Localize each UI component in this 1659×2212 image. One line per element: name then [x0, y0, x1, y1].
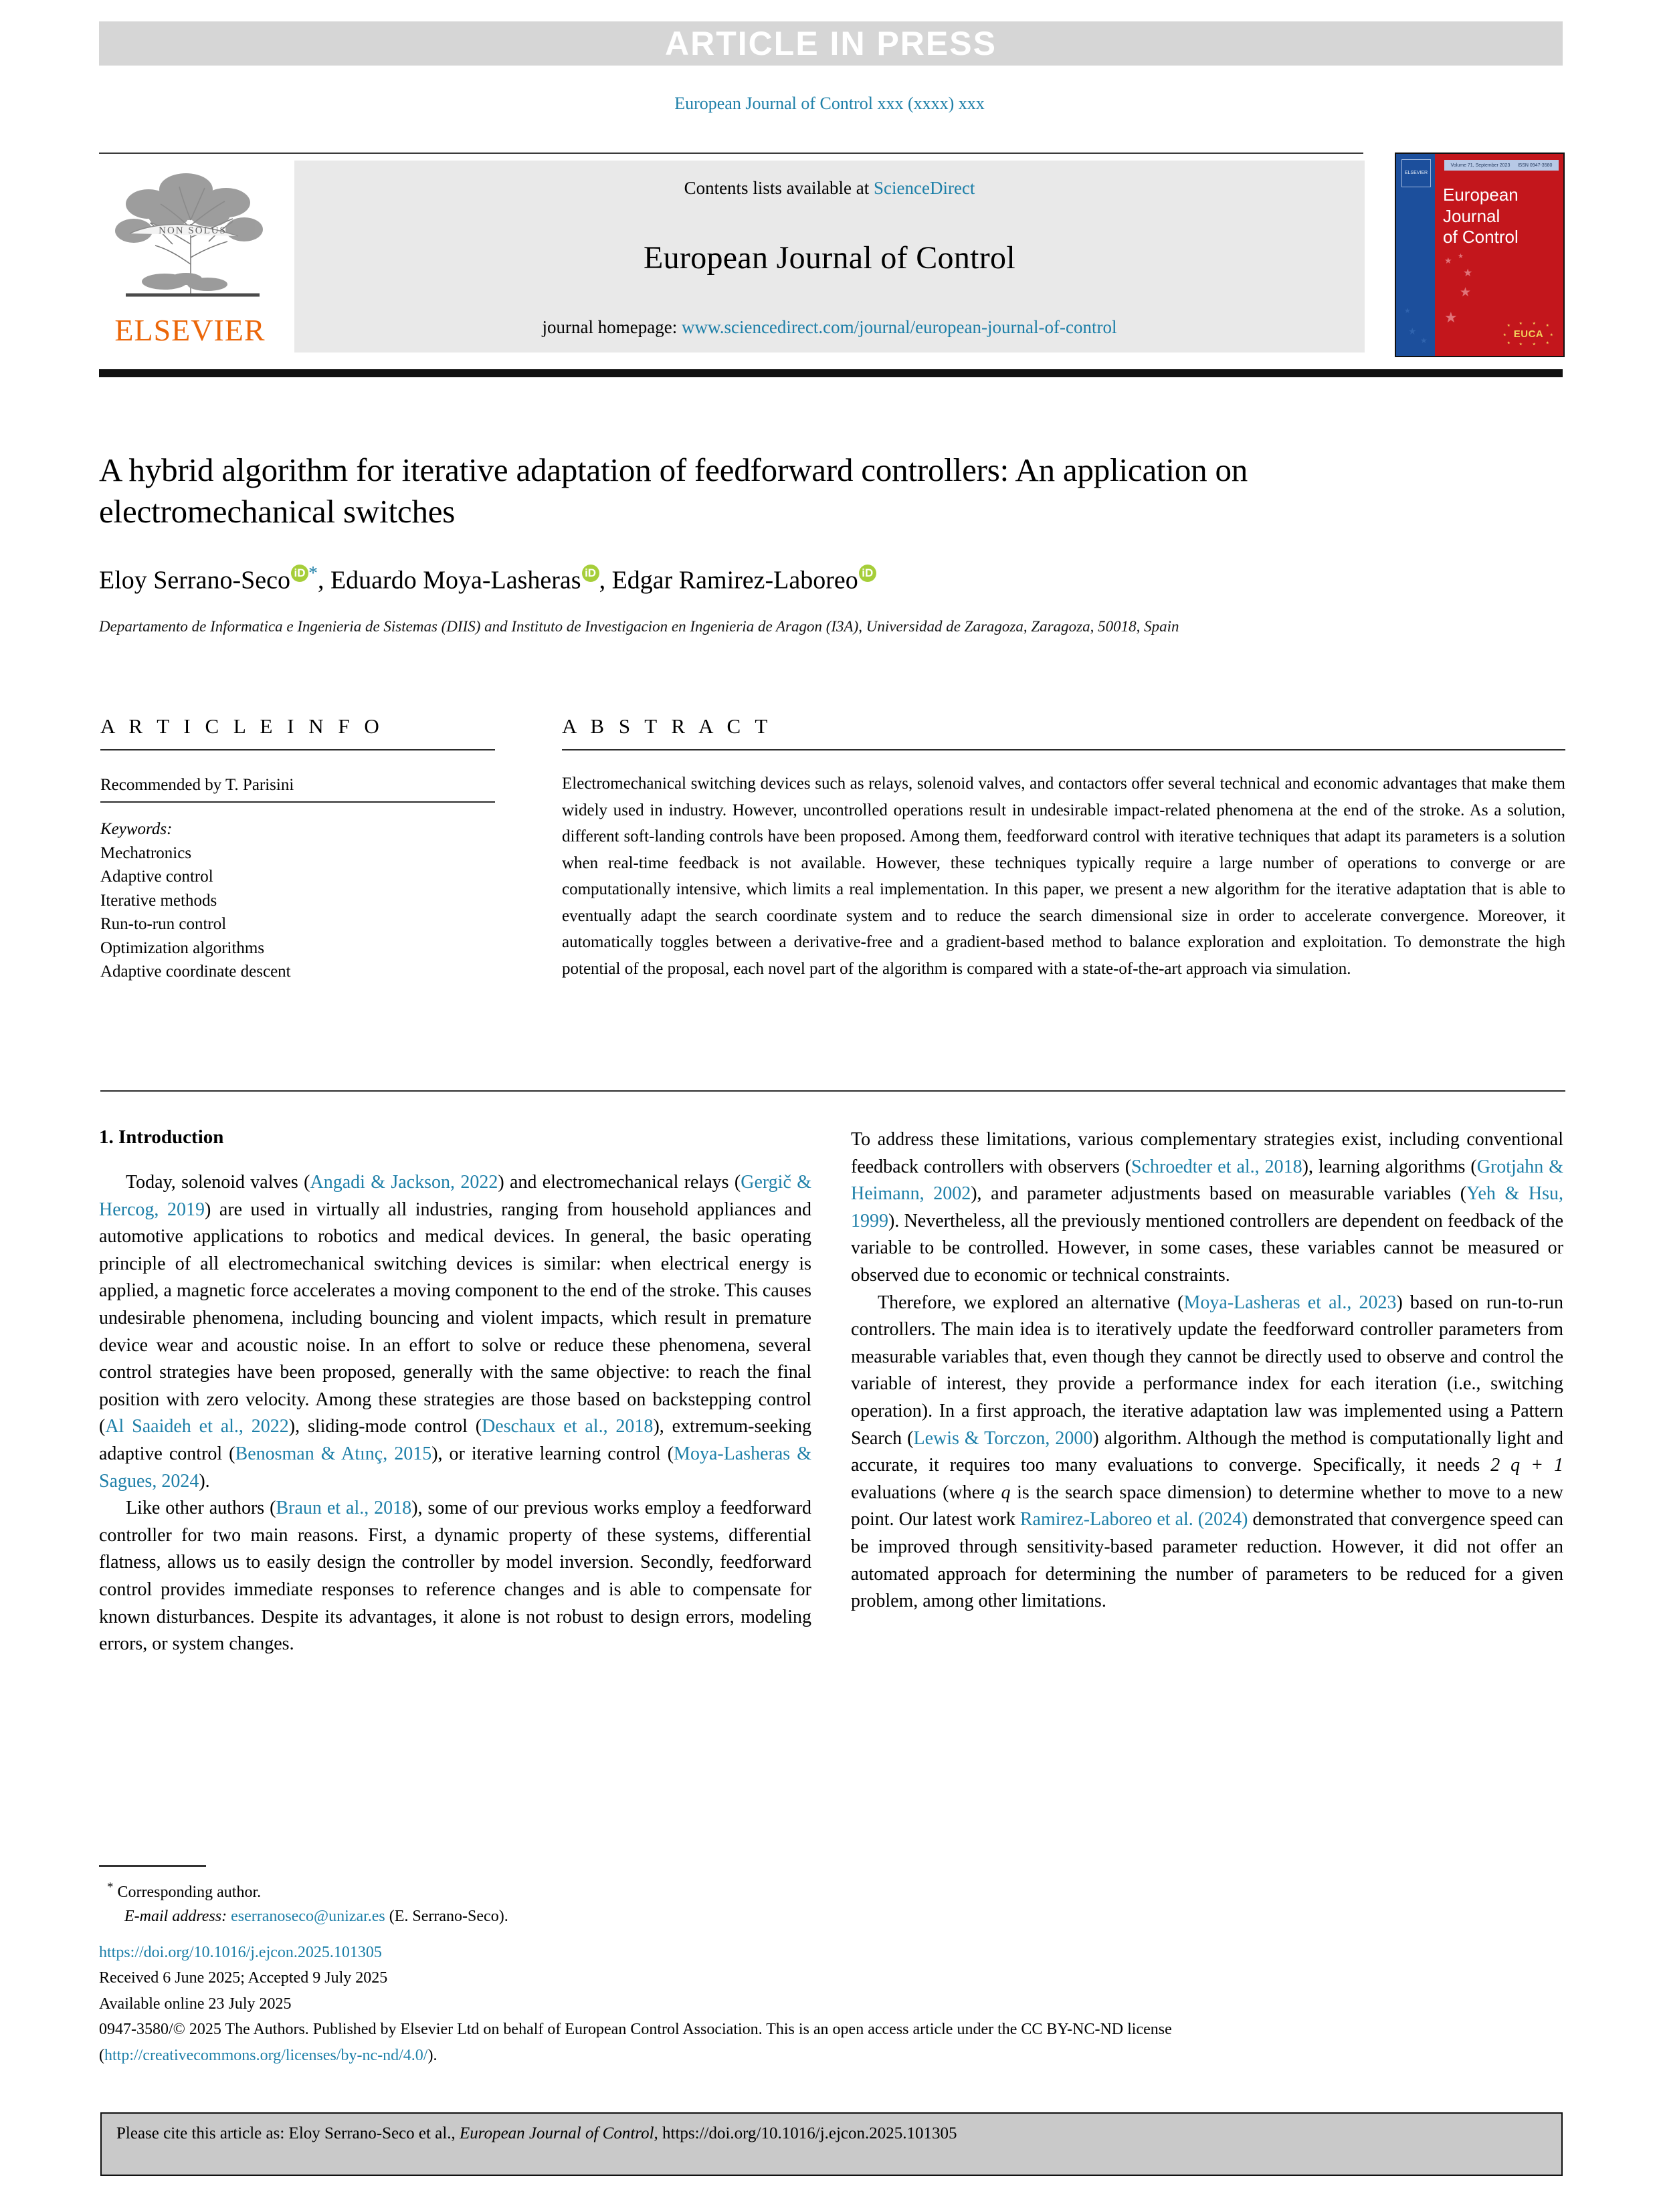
citation-link[interactable]: Benosman & Atınç, 2015 [235, 1443, 432, 1464]
body-text: is the search space dimension) to determine whether to move to a new point. Our latest work [851, 1482, 1563, 1530]
keywords-block [100, 817, 291, 984]
citation-link[interactable]: Deschaux et al., 2018 [482, 1416, 654, 1437]
orcid-icon[interactable]: iD [859, 565, 876, 582]
body-text: ) are used in virtually all industries, ranging from household appliances and automotive applications to robotics and medical devices. In general, the basic operating principle of all electromechanical switching devices is similar: when electrical energy is applied, a magnetic force accelerates a moving component to the end of the stroke. This causes undesirable phenomena, including bouncing and violent impacts, which result in premature device wear and acoustic noise. In an effort to solve or reduce these phenomena, several control strategies have been proposed, generally with the same objective: to reach the final position with zero velocity. Among these strategies are those based on backstepping control ( [99, 1199, 811, 1437]
citation-link[interactable]: Schroedter et al., 2018 [1131, 1156, 1302, 1177]
euca-logo [1502, 321, 1555, 346]
svg-text:NON SOLUS: NON SOLUS [159, 225, 227, 236]
article-info-heading: A R T I C L E I N F O [100, 714, 384, 738]
body-text: ), and parameter adjustments based on measurable variables ( [971, 1183, 1467, 1205]
elsevier-wordmark: ELSEVIER [114, 313, 266, 347]
license-line [99, 2043, 1571, 2068]
journal-title: European Journal of Control [644, 240, 1015, 276]
cover-star-icon: ★ [1460, 286, 1472, 300]
body-text: Like other authors ( [126, 1498, 276, 1519]
body-text: Today, solenoid valves ( [126, 1172, 310, 1193]
cite-doi: https://doi.org/10.1016/j.ejcon.2025.101305 [662, 2124, 957, 2142]
journal-cover-thumbnail [1395, 153, 1565, 357]
info-section-mid-rule [100, 801, 495, 803]
citation-link[interactable]: Angadi & Jackson, 2022 [310, 1172, 498, 1193]
license-open-paren: ( [99, 2046, 104, 2064]
homepage-prefix: journal homepage: [542, 317, 682, 337]
abstract-text: Electromechanical switching devices such as relays, solenoid valves, and contactors offer several technical and economic advantages that make them widely used in industry. However, uncontrolled operations result in undesirable impact-related phenomena at the end of the stroke. As a solution, different soft-landing controls have been proposed. Among them, feedforward control with iterative techniques that adapt its parameters is a solution when real-time feedback is not available. However, these techniques typically require a large number of operations to converge or are computationally intensive, which limits a real implementation. In this paper, we present a new algorithm for the iterative adaptation that is able to eventually adapt the search coordinate system and to reduce the search dimensional size in order to accelerate convergence. Moreover, it automatically toggles between a derivative-free and a gradient-based method to balance exploration and exploitation. To demonstrate the high potential of the proposal, each novel part of the algorithm is compared with a state-of-the-art approach via simulation. [562, 775, 1565, 978]
available-online: Available online 23 July 2025 [99, 1995, 292, 2013]
body-column-left [99, 1169, 811, 1658]
license-link[interactable]: http://creativecommons.org/licenses/by-nc-nd/4.0/ [104, 2046, 428, 2064]
cover-title-line3: of Control [1443, 227, 1519, 247]
cover-blue-star-icon: ★ [1408, 327, 1417, 337]
footnote-marker: * [107, 1880, 114, 1894]
svg-text:★: ★ [1507, 324, 1510, 328]
abstract-heading: A B S T R A C T [562, 714, 773, 738]
body-text: ). Nevertheless, all the previously mentioned controllers are dependent on feedback of the variable to be controlled. However, in some cases, these variables cannot be measured or observed due to economic or technical constraints. [851, 1210, 1563, 1286]
cover-star-icon: ★ [1444, 256, 1452, 266]
inline-math: q [1001, 1482, 1011, 1503]
inline-math: 2 q + 1 [1490, 1455, 1563, 1476]
cover-title-line1: European [1443, 185, 1519, 205]
author-name: Edgar Ramirez-Laboreo [611, 566, 858, 595]
citation-link[interactable]: Ramirez-Laboreo et al. (2024) [1019, 1509, 1248, 1530]
affiliation: Departamento de Informatica e Ingenieria de Sistemas (DIIS) and Instituto de Investigacion en Ingenieria de Aragon (I3A), Universidad de Zaragoza, Zaragoza, 50018, Spain [99, 618, 1179, 635]
cover-blue-star-icon: ★ [1404, 307, 1411, 315]
cite-prefix: Please cite this article as: Eloy Serrano-Seco et al., [116, 2124, 456, 2142]
svg-text:★: ★ [1550, 333, 1553, 337]
orcid-icon[interactable]: iD [291, 565, 308, 582]
citation-link[interactable]: Grotjahn & Heimann, 2002 [851, 1156, 1563, 1205]
svg-text:★: ★ [1546, 341, 1549, 345]
corresponding-author-marker: * [308, 563, 318, 584]
body-text: ), sliding-mode control ( [288, 1416, 482, 1437]
body-text: ), extremum-seeking adaptive control ( [99, 1416, 811, 1464]
recommended-by: Recommended by T. Parisini [100, 776, 294, 794]
email-note [107, 1904, 843, 1928]
cover-blue-star-icon: ★ [1420, 336, 1428, 345]
svg-text:★: ★ [1519, 322, 1523, 326]
author-list: Eloy Serrano-Seco iD *, Eduardo Moya-Lasheras iD , Edgar Ramirez-Laboreo iD [99, 562, 1370, 597]
keyword-item: Adaptive coordinate descent [100, 963, 291, 981]
doi-link[interactable]: https://doi.org/10.1016/j.ejcon.2025.101305 [99, 1944, 382, 1961]
elsevier-tree-icon [107, 164, 274, 308]
abstract-section-top-rule [562, 749, 1565, 750]
citation-link[interactable]: Moya-Lasheras & Sagues, 2024 [99, 1443, 811, 1492]
corresponding-author-note [107, 1878, 843, 1904]
body-paragraph [99, 1495, 811, 1658]
keyword-item: Iterative methods [100, 891, 217, 910]
keywords-label: Keywords: [100, 820, 173, 838]
email-owner: (E. Serrano-Seco). [389, 1908, 508, 1926]
cover-star-icon: ★ [1444, 309, 1458, 326]
page-title: A hybrid algorithm for iterative adaptation of feedforward controllers: An application on electromechanical switches [99, 451, 1248, 530]
keyword-item: Run-to-run control [100, 915, 227, 933]
citation-link[interactable]: Yeh & Hsu, 1999 [851, 1183, 1563, 1231]
body-text: Therefore, we explored an alternative ( [878, 1292, 1184, 1313]
svg-text:★: ★ [1533, 322, 1536, 326]
author-name: Eduardo Moya-Lasheras [330, 566, 581, 595]
footnote-block [107, 1878, 843, 1929]
journal-reference: European Journal of Control xxx (xxxx) xxx [674, 94, 985, 113]
journal-homepage-line [543, 317, 1117, 338]
body-text: To address these limitations, various complementary strategies exist, including conventional feedback controllers with observers ( [851, 1129, 1563, 1177]
email-link[interactable]: eserranoseco@unizar.es [231, 1908, 385, 1926]
euca-label: EUCA [1513, 328, 1544, 340]
cover-volume-bar [1444, 160, 1559, 171]
article-in-press-banner [99, 21, 1563, 66]
corresponding-author-text: Corresponding author. [117, 1884, 262, 1901]
body-column-right [851, 1126, 1563, 1615]
masthead-top-rule [99, 153, 1363, 154]
body-text: ) based on run-to-run controllers. The main idea is to iteratively update the feedforward controller parameters from measurable variables that, even though they cannot be directly used to observe and control the variable of interest, they provide a performance index for each iteration (i.e., switching operation). In a first approach, the iterative adaptation law was implemented using a Pattern Search ( [851, 1292, 1564, 1449]
cover-volume: Volume 71, September 2023 [1450, 163, 1510, 168]
masthead-thick-rule [99, 369, 1563, 377]
body-paragraph [99, 1169, 811, 1495]
keyword-item: Mechatronics [100, 843, 192, 862]
keyword-item: Optimization algorithms [100, 938, 265, 957]
email-label: E-mail address: [124, 1908, 227, 1926]
cover-elsevier-badge: ELSEVIER [1401, 159, 1431, 187]
citation-link[interactable]: Al Saaideh et al., 2022 [105, 1416, 289, 1437]
body-text: demonstrated that convergence speed can be improved through sensitivity-based parameter reduction. However, it did not offer an automated approach for determining the number of parameters to be reduced for a given problem, among other limitations. [851, 1509, 1563, 1612]
received-accepted: Received 6 June 2025; Accepted 9 July 2025 [99, 1969, 388, 1987]
body-text: ). [199, 1470, 210, 1492]
cover-star-icon: ★ [1458, 253, 1464, 260]
cover-star-icon: ★ [1463, 268, 1473, 279]
body-paragraph [851, 1126, 1563, 1290]
contents-lists-line [684, 178, 975, 199]
body-text: evaluations (where [851, 1482, 1001, 1503]
cite-journal: European Journal of Control, [460, 2124, 658, 2142]
cover-title-line2: Journal [1443, 205, 1500, 226]
cover-title [1443, 185, 1558, 248]
svg-text:★: ★ [1507, 341, 1510, 345]
citation-link[interactable]: Braun et al., 2018 [276, 1498, 412, 1519]
body-top-rule [100, 1090, 1565, 1092]
body-paragraph [851, 1290, 1563, 1615]
info-section-top-rule [100, 749, 495, 750]
orcid-icon[interactable]: iD [582, 565, 599, 582]
elsevier-logo [100, 164, 281, 355]
body-text: ), or iterative learning control ( [431, 1443, 674, 1464]
keyword-item: Adaptive control [100, 868, 213, 886]
sciencedirect-link[interactable]: ScienceDirect [874, 178, 975, 198]
body-text: ), learning algorithms ( [1302, 1156, 1477, 1177]
publication-info [99, 1940, 1571, 2068]
cite-this-article-box [100, 2112, 1563, 2176]
body-text: ) algorithm. Although the method is computationally light and accurate, it requires too many evaluations to converge. Specifically, it needs [851, 1427, 1563, 1476]
citation-link[interactable]: Moya-Lasheras et al., 2023 [1183, 1292, 1397, 1313]
svg-text:★: ★ [1546, 324, 1549, 328]
footnote-rule [99, 1865, 206, 1867]
body-text: ), some of our previous works employ a feedforward controller for two main reasons. First, a dynamic property of these systems, differential flatness, allows us to easily design the controller by model inversion. Secondly, feedforward control provides immediate responses to reference changes and is able to compensate for known disturbances. Despite its advantages, it alone is not robust to design errors, modeling errors, or system changes. [99, 1498, 811, 1655]
contents-prefix: Contents lists available at [684, 178, 874, 198]
article-in-press-label: ARTICLE IN PRESS [665, 25, 997, 62]
svg-text:★: ★ [1533, 342, 1536, 346]
license-close-paren: ). [427, 2046, 437, 2064]
journal-homepage-link[interactable]: www.sciencedirect.com/journal/european-journal-of-control [681, 317, 1117, 337]
citation-link[interactable]: Lewis & Torczon, 2000 [913, 1427, 1093, 1449]
cover-issn: ISSN 0947-3580 [1517, 163, 1553, 168]
citation-link[interactable]: Gergič & Hercog, 2019 [99, 1172, 811, 1220]
svg-text:★: ★ [1519, 342, 1523, 346]
section-heading-introduction: 1. Introduction [99, 1126, 224, 1148]
body-text: ) and electromechanical relays ( [498, 1172, 741, 1193]
author-name: Eloy Serrano-Seco [99, 566, 290, 595]
masthead-box [294, 161, 1365, 353]
euca-stars-ring-icon [1502, 321, 1555, 346]
svg-text:★: ★ [1503, 333, 1506, 337]
copyright-line: 0947-3580/© 2025 The Authors. Published by Elsevier Ltd on behalf of European Control Association. This is an open access article under the CC BY-NC-ND license [99, 2021, 1172, 2039]
